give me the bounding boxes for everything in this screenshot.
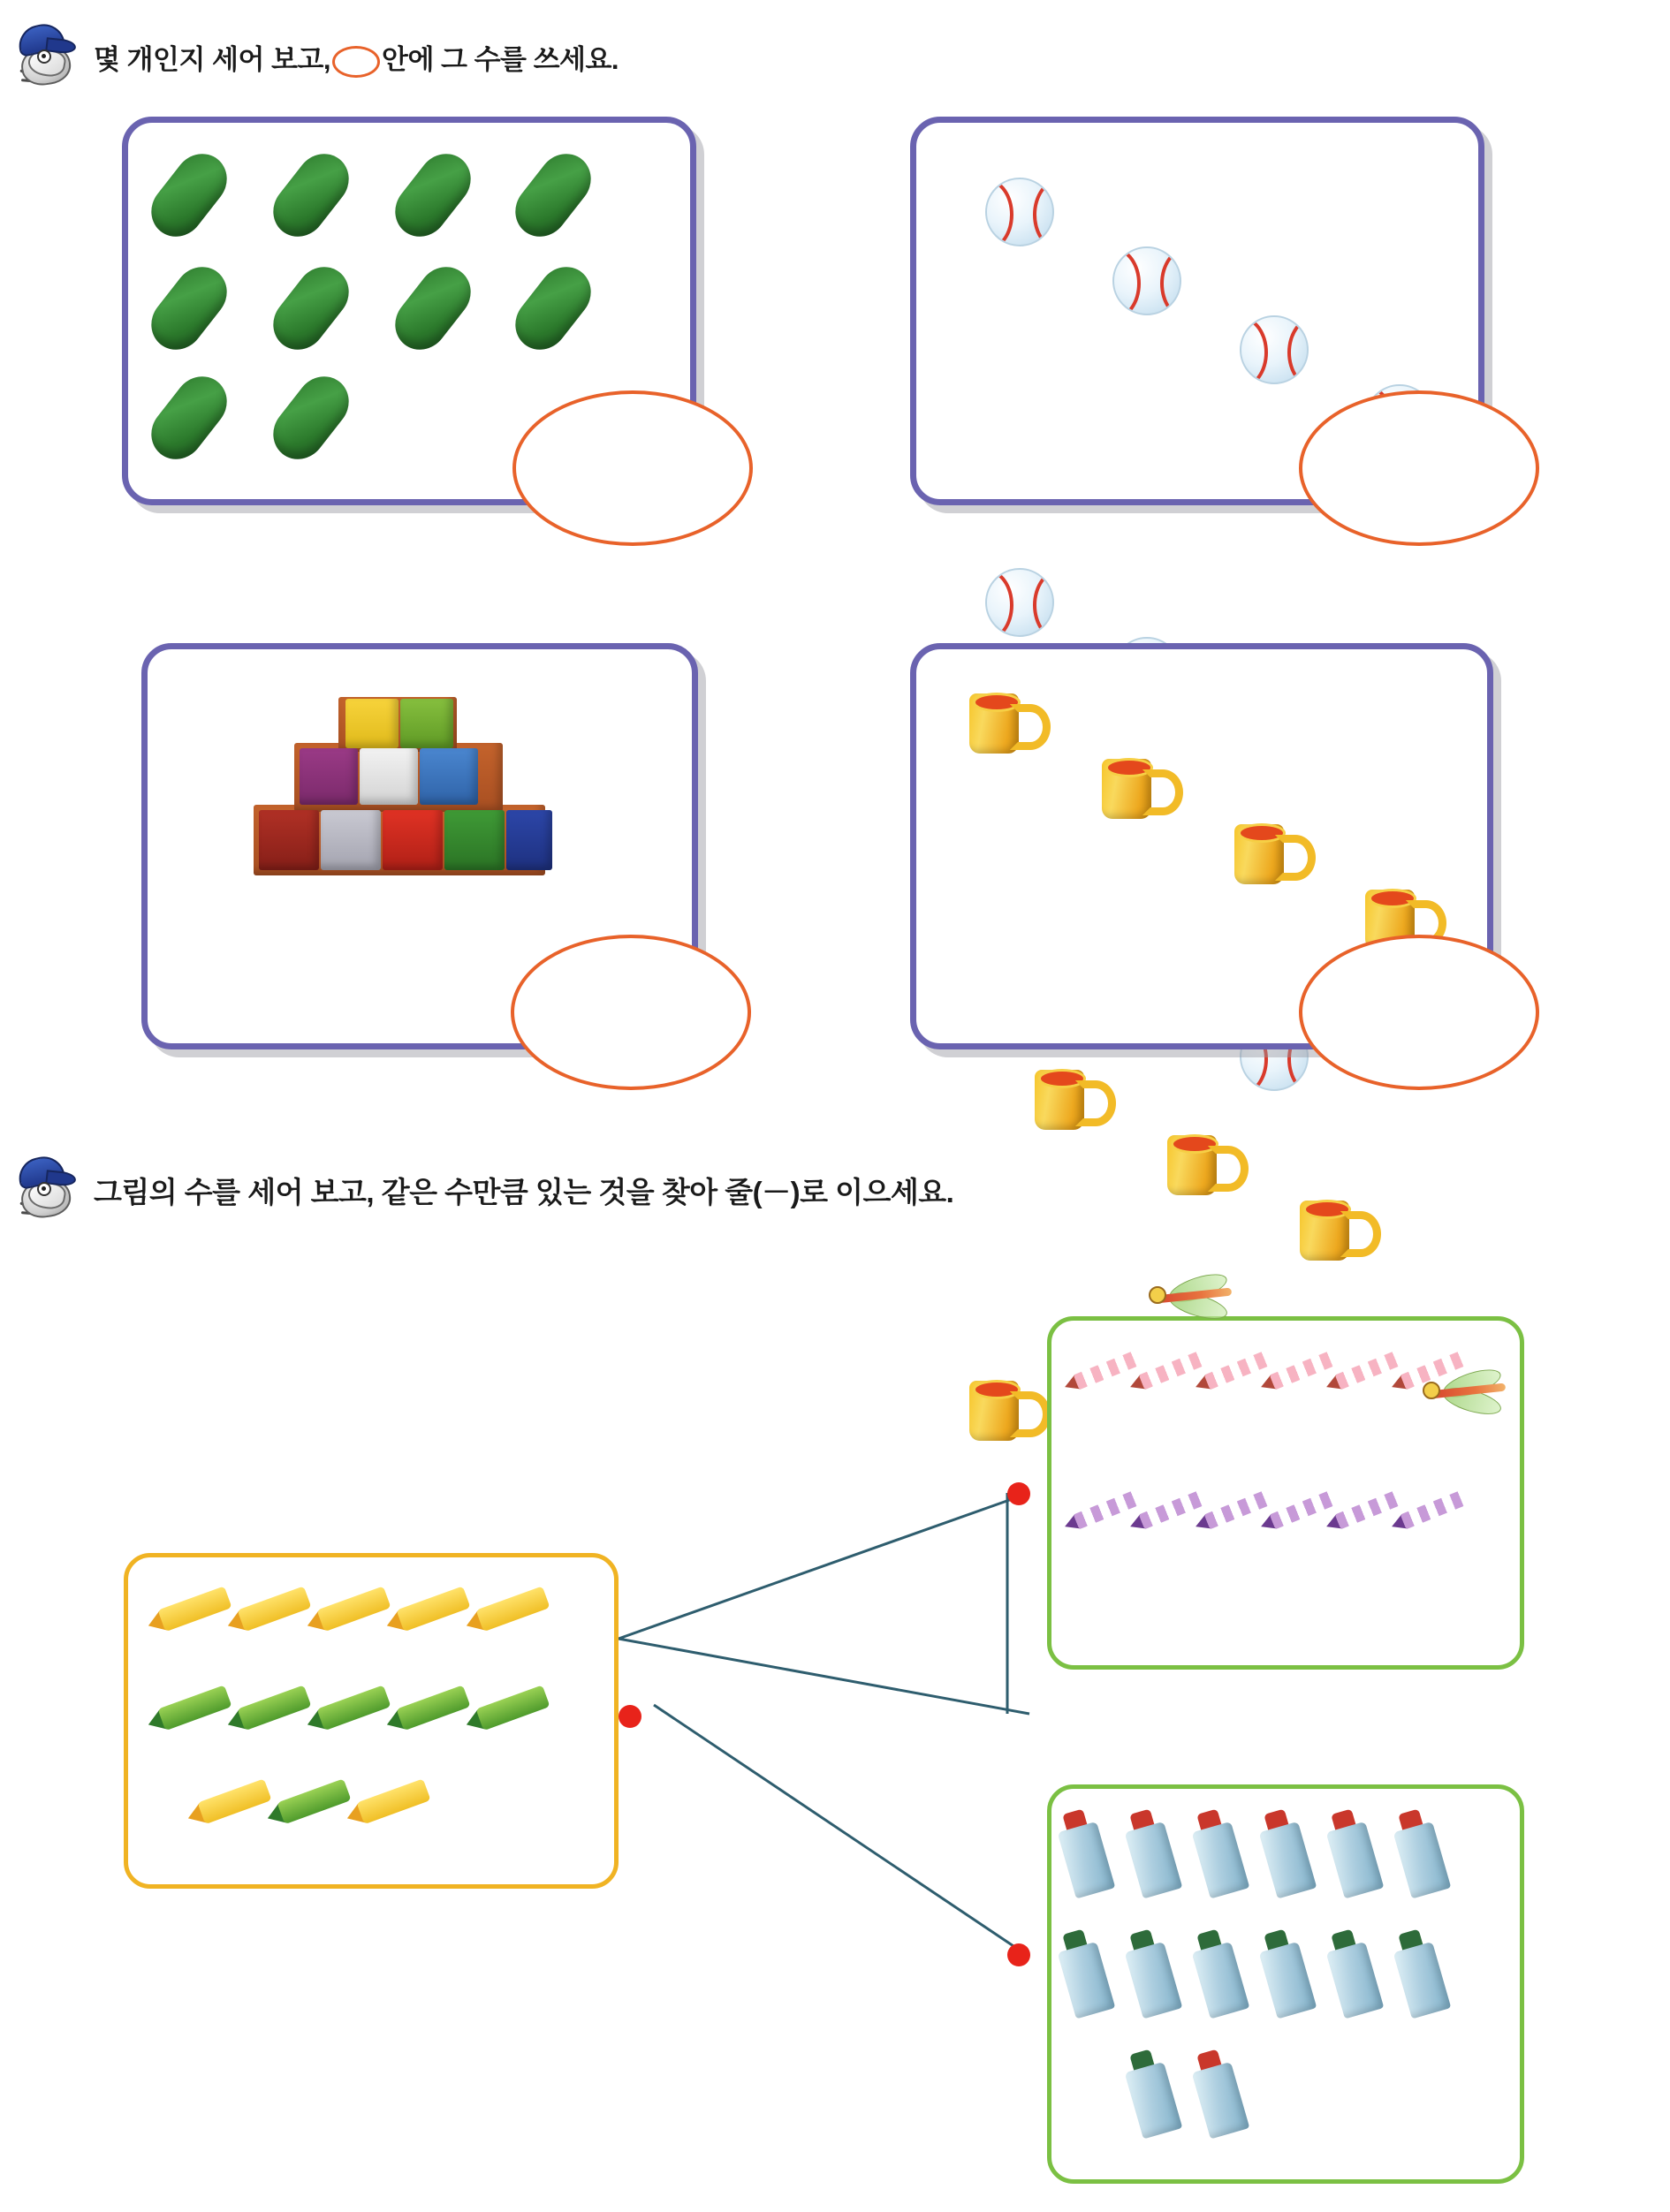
cucumber-icon [262, 256, 360, 360]
connector-dot-tubes[interactable] [1007, 1943, 1030, 1966]
cucumber-icon [262, 366, 360, 470]
paint-tube-icon [1389, 1927, 1452, 2019]
connector-dot-left[interactable] [619, 1705, 641, 1728]
crayon-icon [462, 1685, 550, 1735]
crayon-icon [263, 1778, 351, 1829]
mug-icon [1035, 1066, 1102, 1132]
answer-oval-baseballs[interactable] [1299, 390, 1539, 546]
answer-oval-mugs[interactable] [1299, 935, 1539, 1090]
mug-icon [1102, 755, 1169, 821]
instruction-text-2: 그림의 수를 세어 보고, 같은 수만큼 있는 것을 찾아 줄(－)로 이으세요. [94, 1175, 954, 1208]
mug-icon [1234, 821, 1302, 886]
mug-icon [1300, 1197, 1367, 1262]
paint-tube-icon [1322, 1807, 1385, 1899]
crayon-icon [224, 1685, 311, 1735]
colored-pencil-icon [1258, 1352, 1334, 1395]
colored-pencil-icon [1127, 1352, 1203, 1395]
panel-paint-tubes [1047, 1784, 1524, 2184]
colored-pencil-icon [1062, 1352, 1138, 1395]
colored-pencil-icon [1389, 1491, 1465, 1534]
dragonfly-icon [1149, 1272, 1255, 1325]
colored-pencil-icon [1324, 1491, 1400, 1534]
cucumber-icon [505, 143, 602, 247]
mug-icon [969, 1377, 1036, 1443]
panel-crayons [124, 1553, 619, 1889]
colored-pencil-icon [1062, 1491, 1138, 1534]
crayon-icon [144, 1586, 232, 1636]
instruction-text-1 [94, 37, 619, 78]
crayon-group [128, 1557, 614, 1884]
paint-tube-icon [1255, 1807, 1317, 1899]
cucumber-icon [384, 143, 482, 247]
bug-mascot-icon [16, 23, 78, 92]
crayon-icon [383, 1586, 470, 1636]
answer-oval-blocks[interactable] [511, 935, 751, 1090]
crayon-icon [303, 1586, 391, 1636]
paint-tube-icon [1389, 1807, 1452, 1899]
connector-line-bottom [619, 1639, 1029, 1714]
paint-tube-icon [1120, 1927, 1183, 2019]
baseball-icon [1240, 315, 1309, 384]
crayon-icon [462, 1586, 550, 1636]
paint-tube-icon [1188, 2047, 1250, 2140]
cucumber-icon [140, 143, 238, 247]
crayon-icon [343, 1778, 430, 1829]
building-blocks-icon [254, 693, 545, 870]
paint-tube-group [1051, 1789, 1520, 2179]
paint-tube-icon [1053, 1927, 1116, 2019]
connector-line-top [619, 1493, 1029, 1639]
bug-mascot-icon [16, 1155, 78, 1224]
cucumber-icon [140, 366, 238, 470]
crayon-icon [303, 1685, 391, 1735]
crayon-icon [144, 1685, 232, 1735]
cucumber-icon [505, 256, 602, 360]
crayon-icon [184, 1778, 271, 1829]
baseball-icon [985, 178, 1054, 246]
colored-pencil-icon [1127, 1491, 1203, 1534]
paint-tube-icon [1120, 1807, 1183, 1899]
colored-pencil-icon [1258, 1491, 1334, 1534]
mug-icon [969, 690, 1036, 755]
baseball-icon [985, 568, 1054, 637]
instruction-text-1-after: 안에 그 수를 쓰세요. [382, 44, 619, 76]
paint-tube-icon [1120, 2047, 1183, 2140]
paint-tube-icon [1322, 1927, 1385, 2019]
colored-pencil-icon [1193, 1352, 1269, 1395]
crayon-icon [224, 1586, 311, 1636]
baseball-icon [1112, 246, 1181, 315]
instruction-text-1-before: 몇 개인지 세어 보고, [94, 44, 331, 76]
paint-tube-icon [1255, 1927, 1317, 2019]
instruction-row-1 [16, 23, 619, 92]
instruction-row-2 [16, 1155, 953, 1224]
oval-answer-icon [332, 46, 380, 78]
cucumber-icon [384, 256, 482, 360]
colored-pencil-icon [1193, 1491, 1269, 1534]
paint-tube-icon [1053, 1807, 1116, 1899]
paint-tube-icon [1188, 1927, 1250, 2019]
cucumber-icon [262, 143, 360, 247]
answer-oval-cucumbers[interactable] [512, 390, 753, 546]
cucumber-icon [140, 256, 238, 360]
paint-tube-icon [1188, 1807, 1250, 1899]
colored-pencil-icon [1324, 1352, 1400, 1395]
connector-line-lower [654, 1705, 1029, 1957]
crayon-icon [383, 1685, 470, 1735]
connector-dot-pencils[interactable] [1007, 1482, 1030, 1505]
mug-icon [1167, 1132, 1234, 1197]
dragonfly-icon [1423, 1367, 1529, 1420]
